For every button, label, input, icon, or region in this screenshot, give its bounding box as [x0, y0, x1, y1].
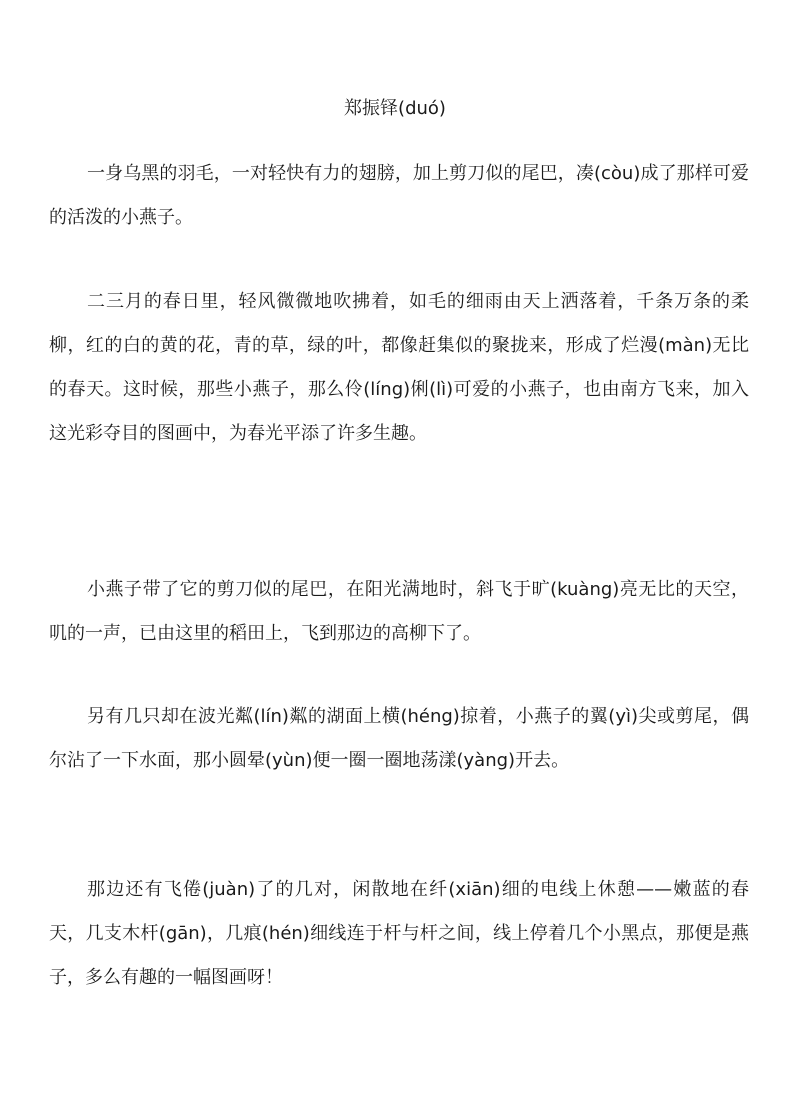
paragraph-4: 另有几只却在波光粼(lín)粼的湖面上横(héng)掠着，小燕子的翼(yì)尖或剪尾，偶尔沾了一下水面，那小圆晕(yùn)便一圈一圈地荡漾(yàng)开去。 [49, 706, 749, 771]
paragraph-3: 小燕子带了它的剪刀似的尾巴，在阳光满地时，斜飞于旷(kuàng)亮无比的天空，叽的一声，已由这里的稻田上，飞到那边的高柳下了。 [49, 579, 749, 644]
author-line: 郑振铎(duó) [344, 98, 446, 119]
paragraph-2: 二三月的春日里，轻风微微地吹拂着，如毛的细雨由天上洒落着，千条万条的柔柳，红的白的黄的花，青的草，绿的叶，都像赶集似的聚拢来，形成了烂漫(màn)无比的春天。这时候，那些小燕子，那么伶(líng)俐(lì)可爱的小燕子，也由南方飞来，加入这光彩夺目的图画中，为春光平添了许多生趣。 [49, 291, 749, 444]
paragraph-5: 那边还有飞倦(juàn)了的几对，闲散地在纤(xiān)细的电线上休憩——嫩蓝的春天，几支木杆(gān)，几痕(hén)细线连于杆与杆之间，线上停着几个小黑点，那便是燕子，多么有趣的一幅图画呀！ [49, 879, 749, 988]
paragraph-1: 一身乌黑的羽毛，一对轻快有力的翅膀，加上剪刀似的尾巴，凑(còu)成了那样可爱的活泼的小燕子。 [49, 163, 749, 228]
